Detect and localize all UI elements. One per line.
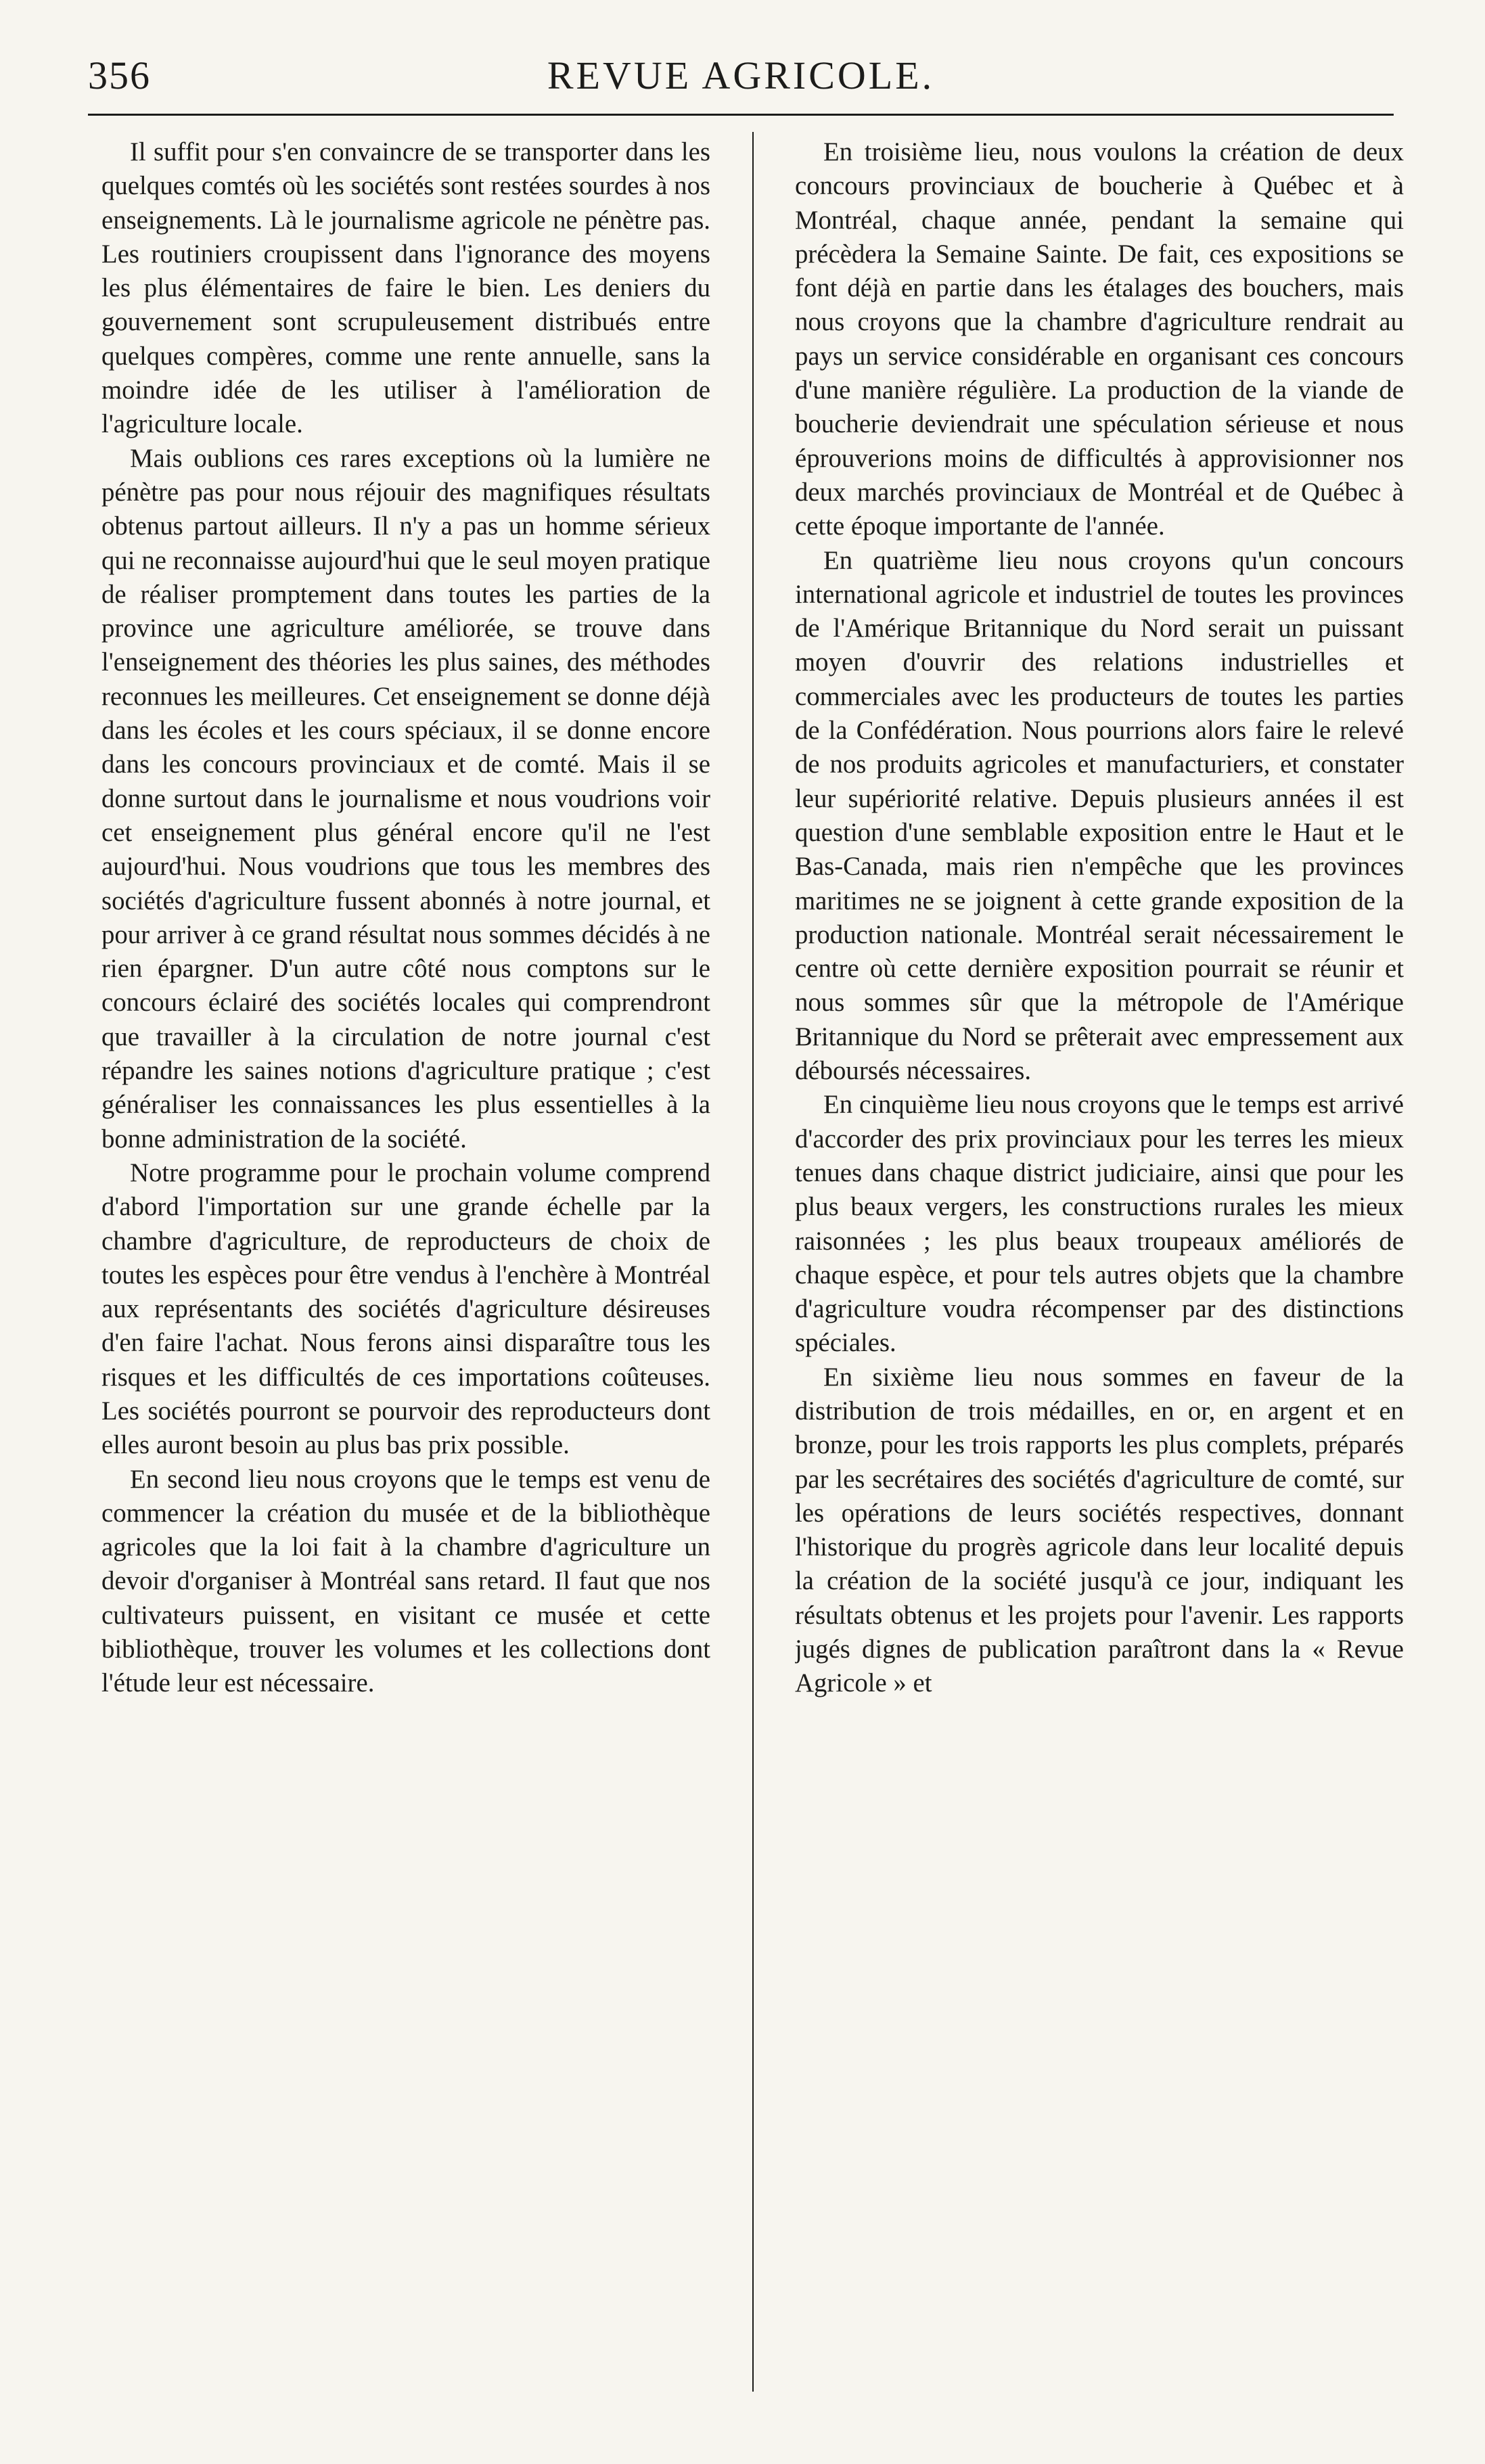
- page-number: 356: [88, 53, 151, 97]
- paragraph: En second lieu nous croyons que le temps est venu de commencer la création du musée et de la bibliothèque agricoles que la loi fait à la chambre d'agriculture un devoir d'organiser à Montréal sans retard. Il faut que nos cultivateurs puissent, en visitant ce musée et cette bibliothèque, trouver les volumes et les collections dont l'étude leur est nécessaire.: [101, 1464, 710, 1698]
- right-column: [795, 135, 1404, 2388]
- paragraph: En quatrième lieu nous croyons qu'un concours international agricole et industriel de toutes les provinces de l'Amérique Britannique du Nord serait un puissant moyen d'ouvrir des relations industrielles et commerciales avec les producteurs de toutes les parties de la Confédération. Nous pourrions alors faire le relevé de nos produits agricoles et manufacturiers, et constater leur supériorité relative. Depuis plusieurs années il est question d'une semblable exposition entre le Haut et le Bas-Canada, mais rien n'empêche que les provinces maritimes ne se joignent à cette grande exposition de la production nationale. Montréal serait nécessairement le centre où cette dernière exposition pourrait se réunir et nous sommes sûr que la métropole de l'Amérique Britannique du Nord se prêterait avec empressement aux déboursés nécessaires.: [795, 545, 1404, 1086]
- page-header: [88, 41, 1394, 115]
- paragraph: Il suffit pour s'en convaincre de se transporter dans les quelques comtés où les sociétés sont restées sourdes à nos enseignements. Là le journalisme agricole ne pénètre pas. Les routiniers croupissent dans l'ignorance des moyens les plus élémentaires de faire le bien. Les deniers du gouvernement sont scrupuleusement distribués entre quelques compères, comme une rente annuelle, sans la moindre idée de les utiliser à l'amélioration de l'agriculture locale.: [101, 137, 710, 439]
- left-column: [101, 135, 710, 2388]
- paragraph: En troisième lieu, nous voulons la création de deux concours provinciaux de boucherie à Québec et à Montréal, chaque année, pendant la semaine qui précèdera la Semaine Sainte. De fait, ces expositions se font déjà en partie dans les étalages des bouchers, mais nous croyons que la chambre d'agriculture rendrait au pays un service considérable en organisant ces concours d'une manière régulière. La production de la viande de boucherie deviendrait une spéculation sérieuse et nous éprouverions moins de difficultés à approvisionner nos deux marchés provinciaux de Montréal et de Québec à cette époque importante de l'année.: [795, 137, 1404, 541]
- paragraph: Mais oublions ces rares exceptions où la lumière ne pénètre pas pour nous réjouir des magnifiques résultats obtenus partout ailleurs. Il n'y a pas un homme sérieux qui ne reconnaisse aujourd'hui que le seul moyen pratique de réaliser promptement dans toutes les parties de la province une agriculture améliorée, se trouve dans l'enseignement des théories les plus saines, des méthodes reconnues les meilleures. Cet enseignement se donne déjà dans les écoles et les cours spéciaux, il se donne encore dans les concours provinciaux et de comté. Mais il se donne surtout dans le journalisme et nous voudrions voir cet enseignement plus général encore qu'il ne l'est aujourd'hui. Nous voudrions que tous les membres des sociétés d'agriculture fussent abonnés à notre journal, et pour arriver à ce grand résultat nous sommes décidés à ne rien épargner. D'un autre côté nous comptons sur le concours éclairé des sociétés locales qui comprendront que travailler à la circulation de notre journal c'est répandre les saines notions d'agriculture pratique ; c'est généraliser les connaissances les plus essentielles à la bonne administration de la société.: [101, 443, 710, 1154]
- paragraph: Notre programme pour le prochain volume comprend d'abord l'importation sur une grande échelle par la chambre d'agriculture, de reproducteurs de choix de toutes les espèces pour être vendus à l'enchère à Montréal aux représentants des sociétés d'agriculture désireuses d'en faire l'achat. Nous ferons ainsi disparaître tous les risques et les difficultés de ces importations coûteuses. Les sociétés pourront se pourvoir des reproducteurs dont elles auront besoin au plus bas prix possible.: [101, 1158, 710, 1460]
- column-divider: [752, 132, 754, 2392]
- running-title: REVUE AGRICOLE.: [547, 53, 935, 97]
- header-rule: [88, 114, 1394, 116]
- paragraph: En cinquième lieu nous croyons que le temps est arrivé d'accorder des prix provinciaux pour les terres les mieux tenues dans chaque district judiciaire, ainsi que pour les plus beaux vergers, les constructions rurales les mieux raisonnées ; les plus beaux troupeaux améliorés de chaque espèce, et pour tels autres objets que la chambre d'agriculture voudra récompenser par des distinctions spéciales.: [795, 1090, 1404, 1358]
- paragraph: En sixième lieu nous sommes en faveur de la distribution de trois médailles, en or, en argent et en bronze, pour les trois rapports les plus complets, préparés par les secrétaires des sociétés d'agriculture de comté, sur les opérations de leurs sociétés respectives, donnant l'historique du progrès agricole dans leur localité depuis la création de la société jusqu'à ce jour, indiquant les résultats obtenus et les projets pour l'avenir. Les rapports jugés dignes de publication paraîtront dans la « Revue Agricole » et: [795, 1362, 1404, 1698]
